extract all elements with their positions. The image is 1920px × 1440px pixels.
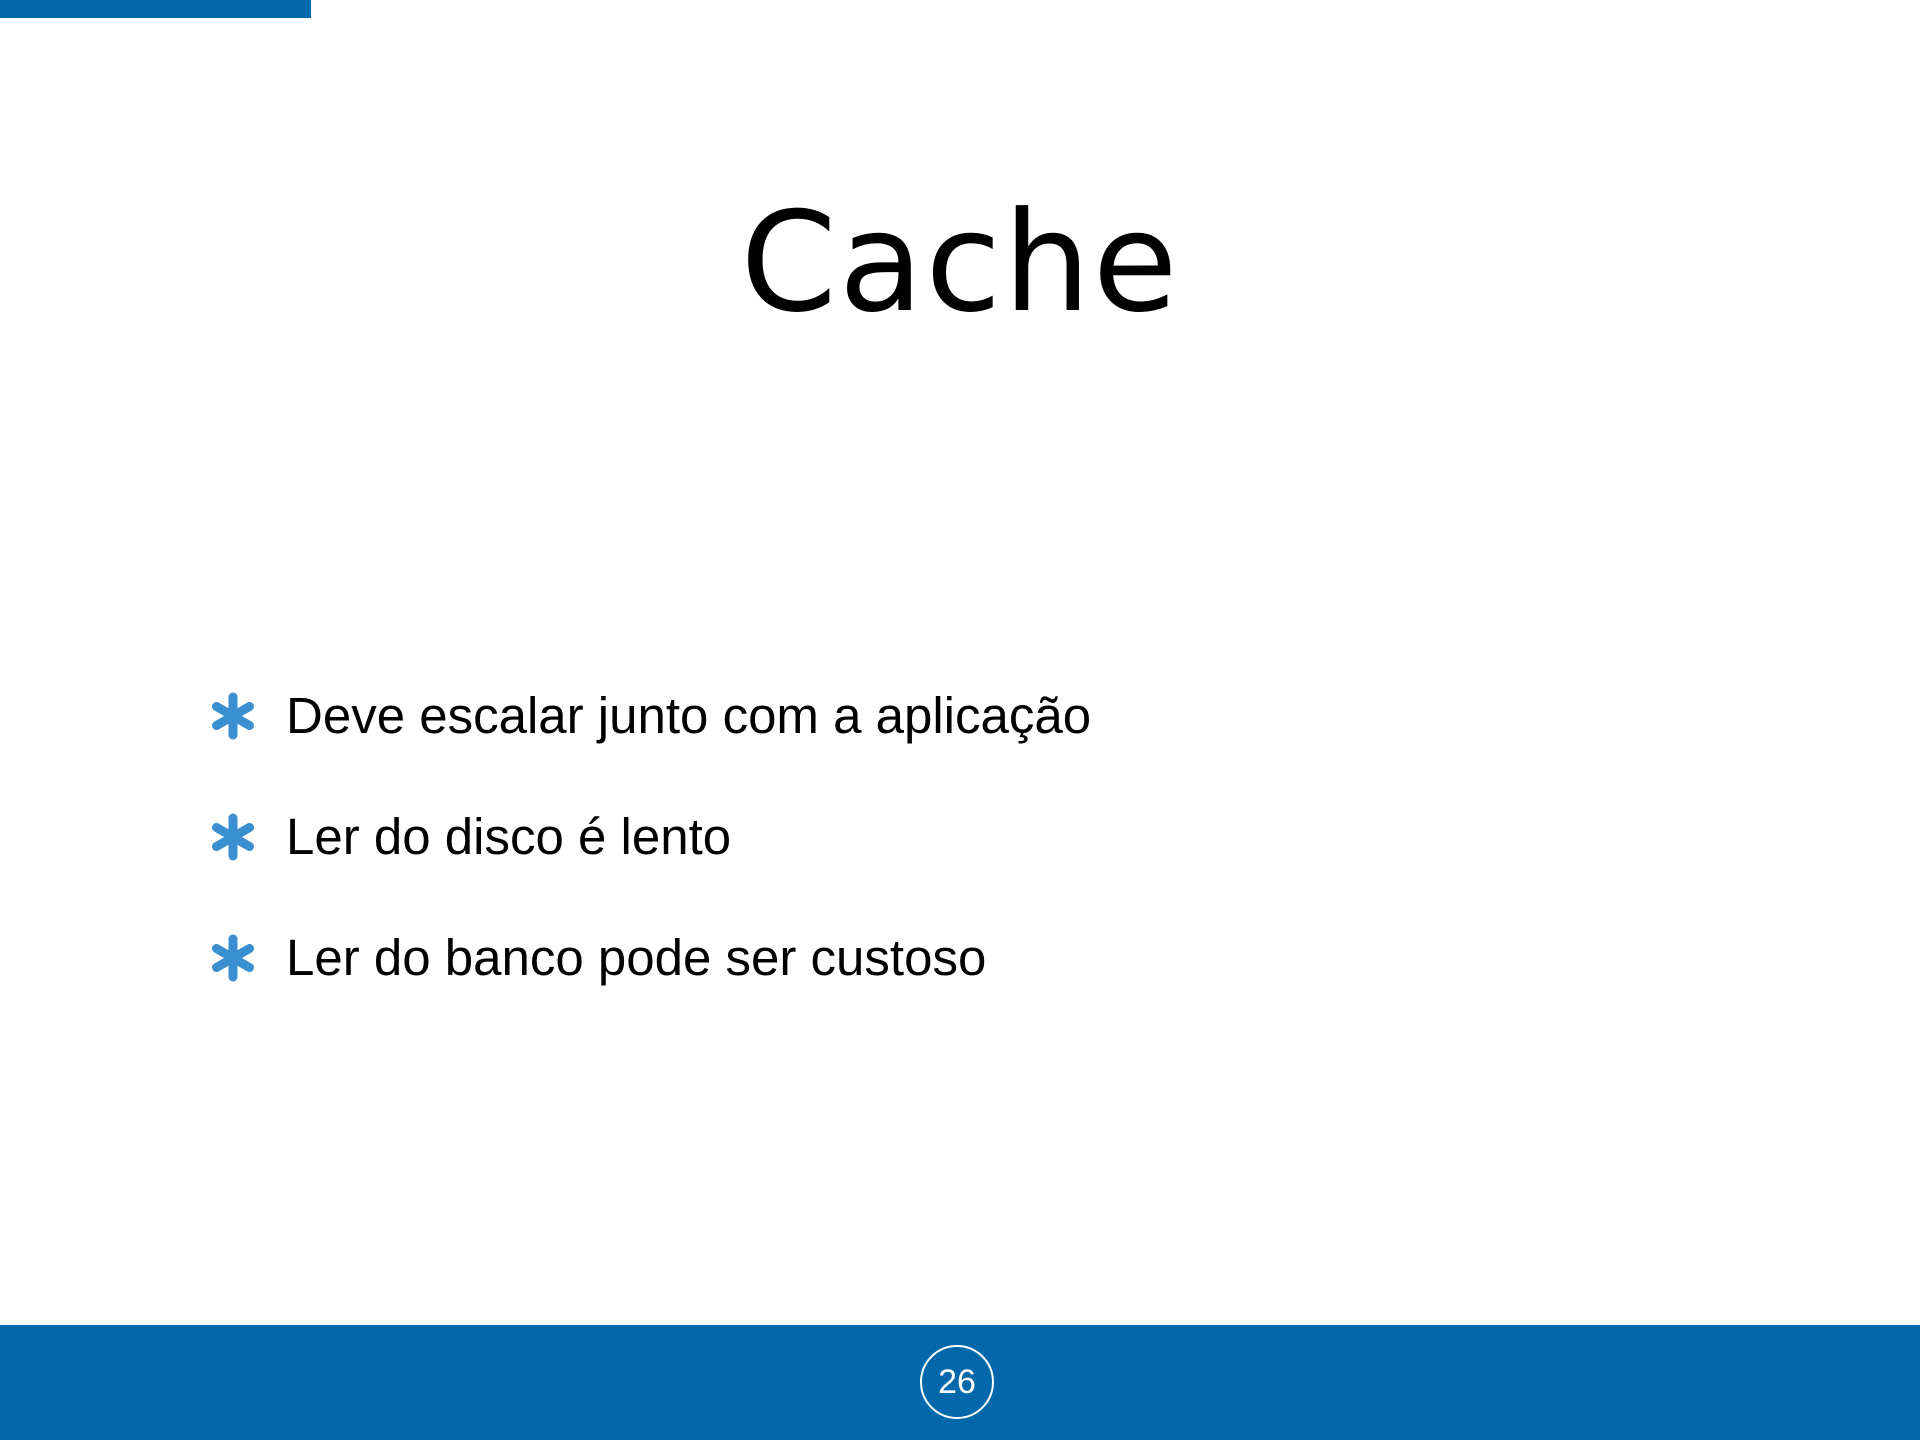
top-accent-bar (0, 0, 311, 18)
page-number: 26 (938, 1362, 976, 1401)
asterisk-icon (208, 933, 258, 983)
bullet-item (208, 655, 1091, 776)
bullet-text: Ler do disco é lento (286, 808, 732, 865)
bullet-item (208, 776, 1091, 897)
asterisk-icon (208, 812, 258, 862)
bullet-list (208, 655, 1091, 1018)
slide-title: Cache (740, 182, 1180, 343)
bullet-item (208, 897, 1091, 1018)
bullet-text: Ler do banco pode ser custoso (286, 929, 987, 986)
bullet-text: Deve escalar junto com a aplicação (286, 687, 1092, 744)
page-number-badge (920, 1345, 994, 1419)
asterisk-icon (208, 691, 258, 741)
